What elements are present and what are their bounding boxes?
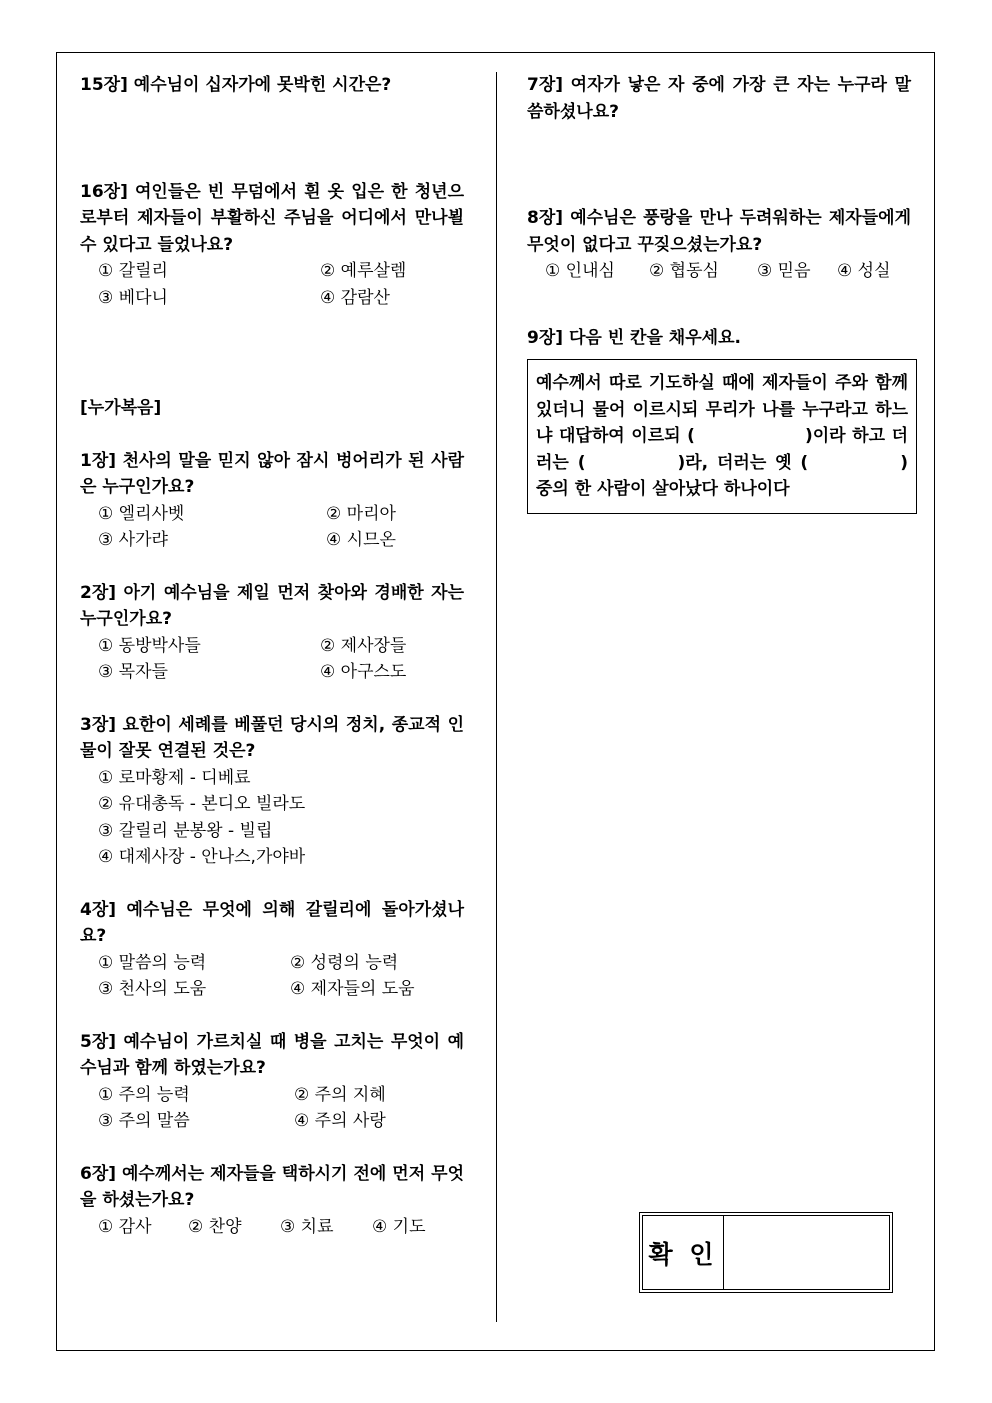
q2-option-3[interactable]: ③ 목자들 <box>98 662 168 682</box>
section-title-luke: [누가복음] <box>80 398 162 418</box>
question-8-options <box>527 258 911 285</box>
q1-option-1[interactable]: ① 엘리사벳 <box>98 503 185 524</box>
passage-part-4: ) 중의 한 사람이 살아났다 하나이다 <box>536 452 908 499</box>
q16-option-3[interactable]: ③ 베다니 <box>98 287 168 308</box>
q6-option-4[interactable]: ④ 기도 <box>372 1216 426 1237</box>
column-divider <box>496 72 497 1322</box>
q3-option-1[interactable]: ① 로마황제 - 디베료 <box>98 767 251 788</box>
q8-option-3[interactable]: ③ 믿음 <box>757 261 811 281</box>
q6-option-3[interactable]: ③ 치료 <box>280 1216 334 1237</box>
q8-option-2[interactable]: ② 협동심 <box>649 261 719 281</box>
q16-option-1[interactable]: ① 갈릴리 <box>98 261 168 281</box>
question-5: 5장] 예수님이 가르치실 때 병을 고치는 무엇이 예수님과 함께 하였는가요? <box>80 1031 464 1078</box>
confirm-box-inner <box>642 1215 890 1290</box>
confirm-label: 확 인 <box>643 1216 724 1289</box>
question-16: 16장] 여인들은 빈 무덤에서 흰 옷 입은 한 청년으로부터 제자들이 부활하신 주님을 어디에서 만나뵐 수 있다고 들었나요? <box>80 181 464 255</box>
q6-option-1[interactable]: ① 감사 <box>98 1216 152 1237</box>
q1-option-2[interactable]: ② 마리아 <box>326 503 396 524</box>
fill-in-passage-box <box>527 359 917 514</box>
question-3: 3장] 요한이 세례를 베풀던 당시의 정치, 종교적 인물이 잘못 연결된 것은? <box>80 714 464 761</box>
q1-option-3[interactable]: ③ 사가랴 <box>98 530 168 550</box>
q16-option-2[interactable]: ② 예루살렘 <box>320 261 407 281</box>
q6-option-2[interactable]: ② 찬양 <box>188 1216 242 1237</box>
passage-part-2: )이라 하고 더러는 ( <box>536 426 909 473</box>
q2-option-1[interactable]: ① 동방박사들 <box>98 635 201 656</box>
question-1-options <box>80 501 464 554</box>
question-8: 8장] 예수님은 풍랑을 만나 두려워하는 제자들에게 무엇이 없다고 꾸짖으셨는가요? <box>527 208 911 255</box>
q3-option-3[interactable]: ③ 갈릴리 분봉왕 - 빌립 <box>98 820 273 841</box>
question-3-options <box>80 765 464 871</box>
question-2: 2장] 아기 예수님을 제일 먼저 찾아와 경배한 자는 누구인가요? <box>80 582 464 629</box>
q5-option-1[interactable]: ① 주의 능력 <box>98 1084 190 1105</box>
question-15: 15장] 예수님이 십자가에 못박힌 시간은? <box>80 75 392 95</box>
q4-option-1[interactable]: ① 말씀의 능력 <box>98 952 207 973</box>
question-9: 9장] 다음 빈 칸을 채우세요. <box>527 327 741 348</box>
q5-option-4[interactable]: ④ 주의 사랑 <box>294 1111 386 1131</box>
q8-option-1[interactable]: ① 인내심 <box>545 261 615 281</box>
question-1: 1장] 천사의 말을 믿지 않아 잠시 벙어리가 된 사람은 누구인가요? <box>80 450 464 497</box>
confirm-box <box>639 1212 893 1293</box>
question-5-options <box>80 1082 464 1135</box>
left-column <box>80 72 464 1240</box>
question-2-options <box>80 633 464 686</box>
passage-part-1: 예수께서 따로 기도하실 때에 제자들이 주와 함께 있더니 물어 이르시되 무리가 나를 누구라고 하느냐 대답하여 이르되 ( <box>536 373 908 446</box>
question-4: 4장] 예수님은 무엇에 의해 갈릴리에 돌아가셨나요? <box>80 899 464 946</box>
q2-option-4[interactable]: ④ 아구스도 <box>320 662 407 682</box>
q4-option-3[interactable]: ③ 천사의 도움 <box>98 979 207 999</box>
question-6: 6장] 예수께서는 제자들을 택하시기 전에 먼저 무엇을 하셨는가요? <box>80 1163 464 1210</box>
q5-option-3[interactable]: ③ 주의 말씀 <box>98 1111 190 1131</box>
q4-option-2[interactable]: ② 성령의 능력 <box>290 952 399 973</box>
question-4-options <box>80 950 464 1003</box>
q5-option-2[interactable]: ② 주의 지혜 <box>294 1084 386 1105</box>
confirm-signature-area[interactable] <box>724 1216 889 1289</box>
q8-option-4[interactable]: ④ 성실 <box>837 261 891 281</box>
question-6-options <box>80 1214 464 1241</box>
q3-option-2[interactable]: ② 유대총독 - 본디오 빌라도 <box>98 794 306 814</box>
right-column <box>527 72 911 514</box>
q4-option-4[interactable]: ④ 제자들의 도움 <box>290 979 415 999</box>
q2-option-2[interactable]: ② 제사장들 <box>320 635 407 656</box>
q1-option-4[interactable]: ④ 시므온 <box>326 530 396 550</box>
q16-option-4[interactable]: ④ 감람산 <box>320 287 390 308</box>
question-16-options <box>80 258 464 311</box>
q3-option-4[interactable]: ④ 대제사장 - 안나스,가야바 <box>98 847 306 867</box>
passage-part-3: )라, 더러는 옛 ( <box>677 452 809 473</box>
question-7: 7장] 여자가 낳은 자 중에 가장 큰 자는 누구라 말씀하셨나요? <box>527 75 911 122</box>
